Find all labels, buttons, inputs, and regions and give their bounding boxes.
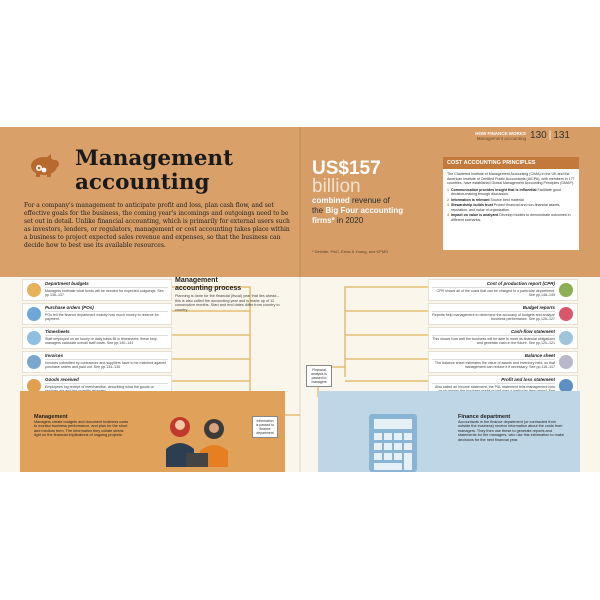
card-text: Also called an income statement, the P&L statement tells management how <box>434 385 555 389</box>
card-text: CPR shows all of the costs that can be charged to a particular department. See pp.148–149 <box>436 289 555 298</box>
page-title-line1: Management <box>75 146 233 171</box>
card-heading: Department budgets <box>45 281 168 288</box>
card-text: The balance sheet estimates the value of assets and inventory held, so that management can reduce it if necessary. See pp.116–117 <box>434 361 555 370</box>
clock-icon <box>27 331 41 345</box>
management-text: Managers create budgets and document business costs to monitor business performance, and plan for the short and medium term. The information they collate sheds light on the financial implications of ongoing projects. <box>34 419 129 438</box>
process-title-line2: accounting process <box>175 285 242 292</box>
principle-bold: Information is relevant <box>451 197 490 202</box>
book-spread <box>0 127 600 472</box>
stat-rest-3: in 2020 <box>334 216 364 225</box>
intro-paragraph: For a company's management to anticipate profit and loss, plan cash flow, and set effective goals for the business, the coming year's incomings and outgoings need to be set out in detail. Unlike financial accounting, which is primarily for external users such as investors, lenders, or regulators, management or cost accounting takes place within a business to project expected sales revenue and expenses, so that the business can decide how to best use its available resources. <box>24 202 290 249</box>
card-balance-sheet <box>428 351 578 373</box>
stat-hl-1: combined <box>312 196 350 205</box>
principle-number: 3 <box>447 203 449 207</box>
card-text: Reports help management to determine the accuracy of budgets and analyze business performance. See pp.126–127 <box>432 313 555 322</box>
stat-prefix-2: the <box>312 206 326 215</box>
principles-heading: COST ACCOUNTING PRINCIPLES <box>443 157 579 169</box>
card-heading: Profit and loss statement <box>432 377 555 384</box>
money-bag-icon <box>559 283 573 297</box>
card-purchase-orders <box>22 303 172 325</box>
management-heading: Management <box>34 414 68 420</box>
coins-icon <box>27 283 41 297</box>
page-numbers: 130 | 131 <box>530 130 570 141</box>
card-budget-reports <box>428 303 578 325</box>
stat-footnote: * Deloitte, PwC, Ernst & Young, and KPMG <box>312 249 389 254</box>
page-title-line2: accounting <box>75 170 210 195</box>
process-text: Planning is done for the financial (fiscal) year that lies ahead – this is also called the accounting year and is made up of 12 consecutive months. Start and end dates differ from country to country. <box>175 294 280 312</box>
stat-hl-2: Big Four <box>325 206 359 215</box>
card-heading: Invoices <box>45 353 168 360</box>
card-cost-of-production <box>428 279 578 301</box>
principle-detail: Develop models to demonstrate outcomes in different scenarios. <box>451 213 571 222</box>
card-heading: Budget reports <box>432 305 555 312</box>
card-heading: Cost of production report (CPR) <box>432 281 555 288</box>
stat-unit: billion <box>312 176 361 197</box>
principle-detail: Source best material. <box>489 197 525 202</box>
stat-rest-1: revenue of <box>349 196 390 205</box>
card-text: Staff employed on an hourly or daily basis fill in timesheets; these help managers calculate overall staff costs. See pp.140–141 <box>45 337 157 346</box>
process-title-line1: Management <box>175 277 218 284</box>
card-invoices <box>22 351 172 373</box>
page-number-right: 131 <box>553 130 570 141</box>
card-cash-flow <box>428 327 578 349</box>
principle-number: 2 <box>447 197 449 202</box>
card-text: This shows how well the business will be able to meet its financial obligations and generate cash in the future. See pp.120–121 <box>432 337 555 346</box>
finance-info <box>458 415 568 443</box>
principle-detail: Facilitate good decision-making through discussion. <box>451 187 561 196</box>
principle-detail: Protect financial and non-financial assets, reputation, and value of organization. <box>451 203 561 212</box>
card-timesheets <box>22 327 172 349</box>
stat-rest-2: accounting <box>358 206 404 215</box>
calculator-illustration <box>367 412 419 472</box>
info-passed-label: Information is passed to finance department <box>252 416 278 438</box>
stat-hl-3: firms* <box>312 216 335 225</box>
section-name: HOW FINANCE WORKS <box>475 131 527 136</box>
management-info <box>34 415 129 438</box>
analysis-passed-label: Financial analysis is passed to managers <box>306 365 332 387</box>
card-heading: Goods received <box>45 377 168 384</box>
process-title <box>175 277 241 293</box>
card-heading: Purchase orders (POs) <box>45 305 168 312</box>
principle-number: 1 <box>447 187 449 192</box>
report-icon <box>559 307 573 321</box>
page-number-left: 130 <box>530 130 547 141</box>
card-heading: Balance sheet <box>432 353 555 360</box>
managers-illustration <box>158 409 238 469</box>
card-text: Invoices submitted by contractors and suppliers have to be matched against purchase orders and paid out. See pp.134–135 <box>45 361 166 370</box>
cashflow-icon <box>559 331 573 345</box>
document-icon <box>27 307 41 321</box>
card-text: Employees log receipt of merchandise, describing what the goods or <box>45 385 154 389</box>
card-department-budgets <box>22 279 172 301</box>
card-text: POs tell the finance department exactly how much money to reserve for payment. <box>45 313 159 322</box>
stat-amount-value: US$157 <box>312 158 381 179</box>
principle-bold: Communication provides insight that is influential <box>451 187 537 192</box>
principles-intro: The Chartered Institute of Management Accounting (CIMA) in the UK and the American Institute of Certified Public Accountants (AICPA), with members in 177 countries, have established Global Management Accounting Principles (GMAP). <box>447 172 575 185</box>
subsection-name: Management accounting <box>476 136 527 141</box>
card-text: Managers estimate what funds will be needed for expected outgoings. See pp.136–137 <box>45 289 164 298</box>
card-heading: Timesheets <box>45 329 168 336</box>
invoice-icon <box>27 355 41 369</box>
finance-heading: Finance department <box>458 414 511 420</box>
finance-text: Accountants in the finance department (or contracted from outside the business) receive information about the costs from managers. They then use these to generate reports and statements for the managers, who use this information to make decisions for the next financial year. <box>458 419 564 442</box>
principle-bold: Impact on value is analyzed <box>451 213 499 217</box>
card-heading: Cash-flow statement <box>432 329 555 336</box>
currency-icon <box>559 355 573 369</box>
principle-bold: Stewardship builds trust <box>451 203 493 207</box>
principle-number: 4 <box>447 213 449 217</box>
